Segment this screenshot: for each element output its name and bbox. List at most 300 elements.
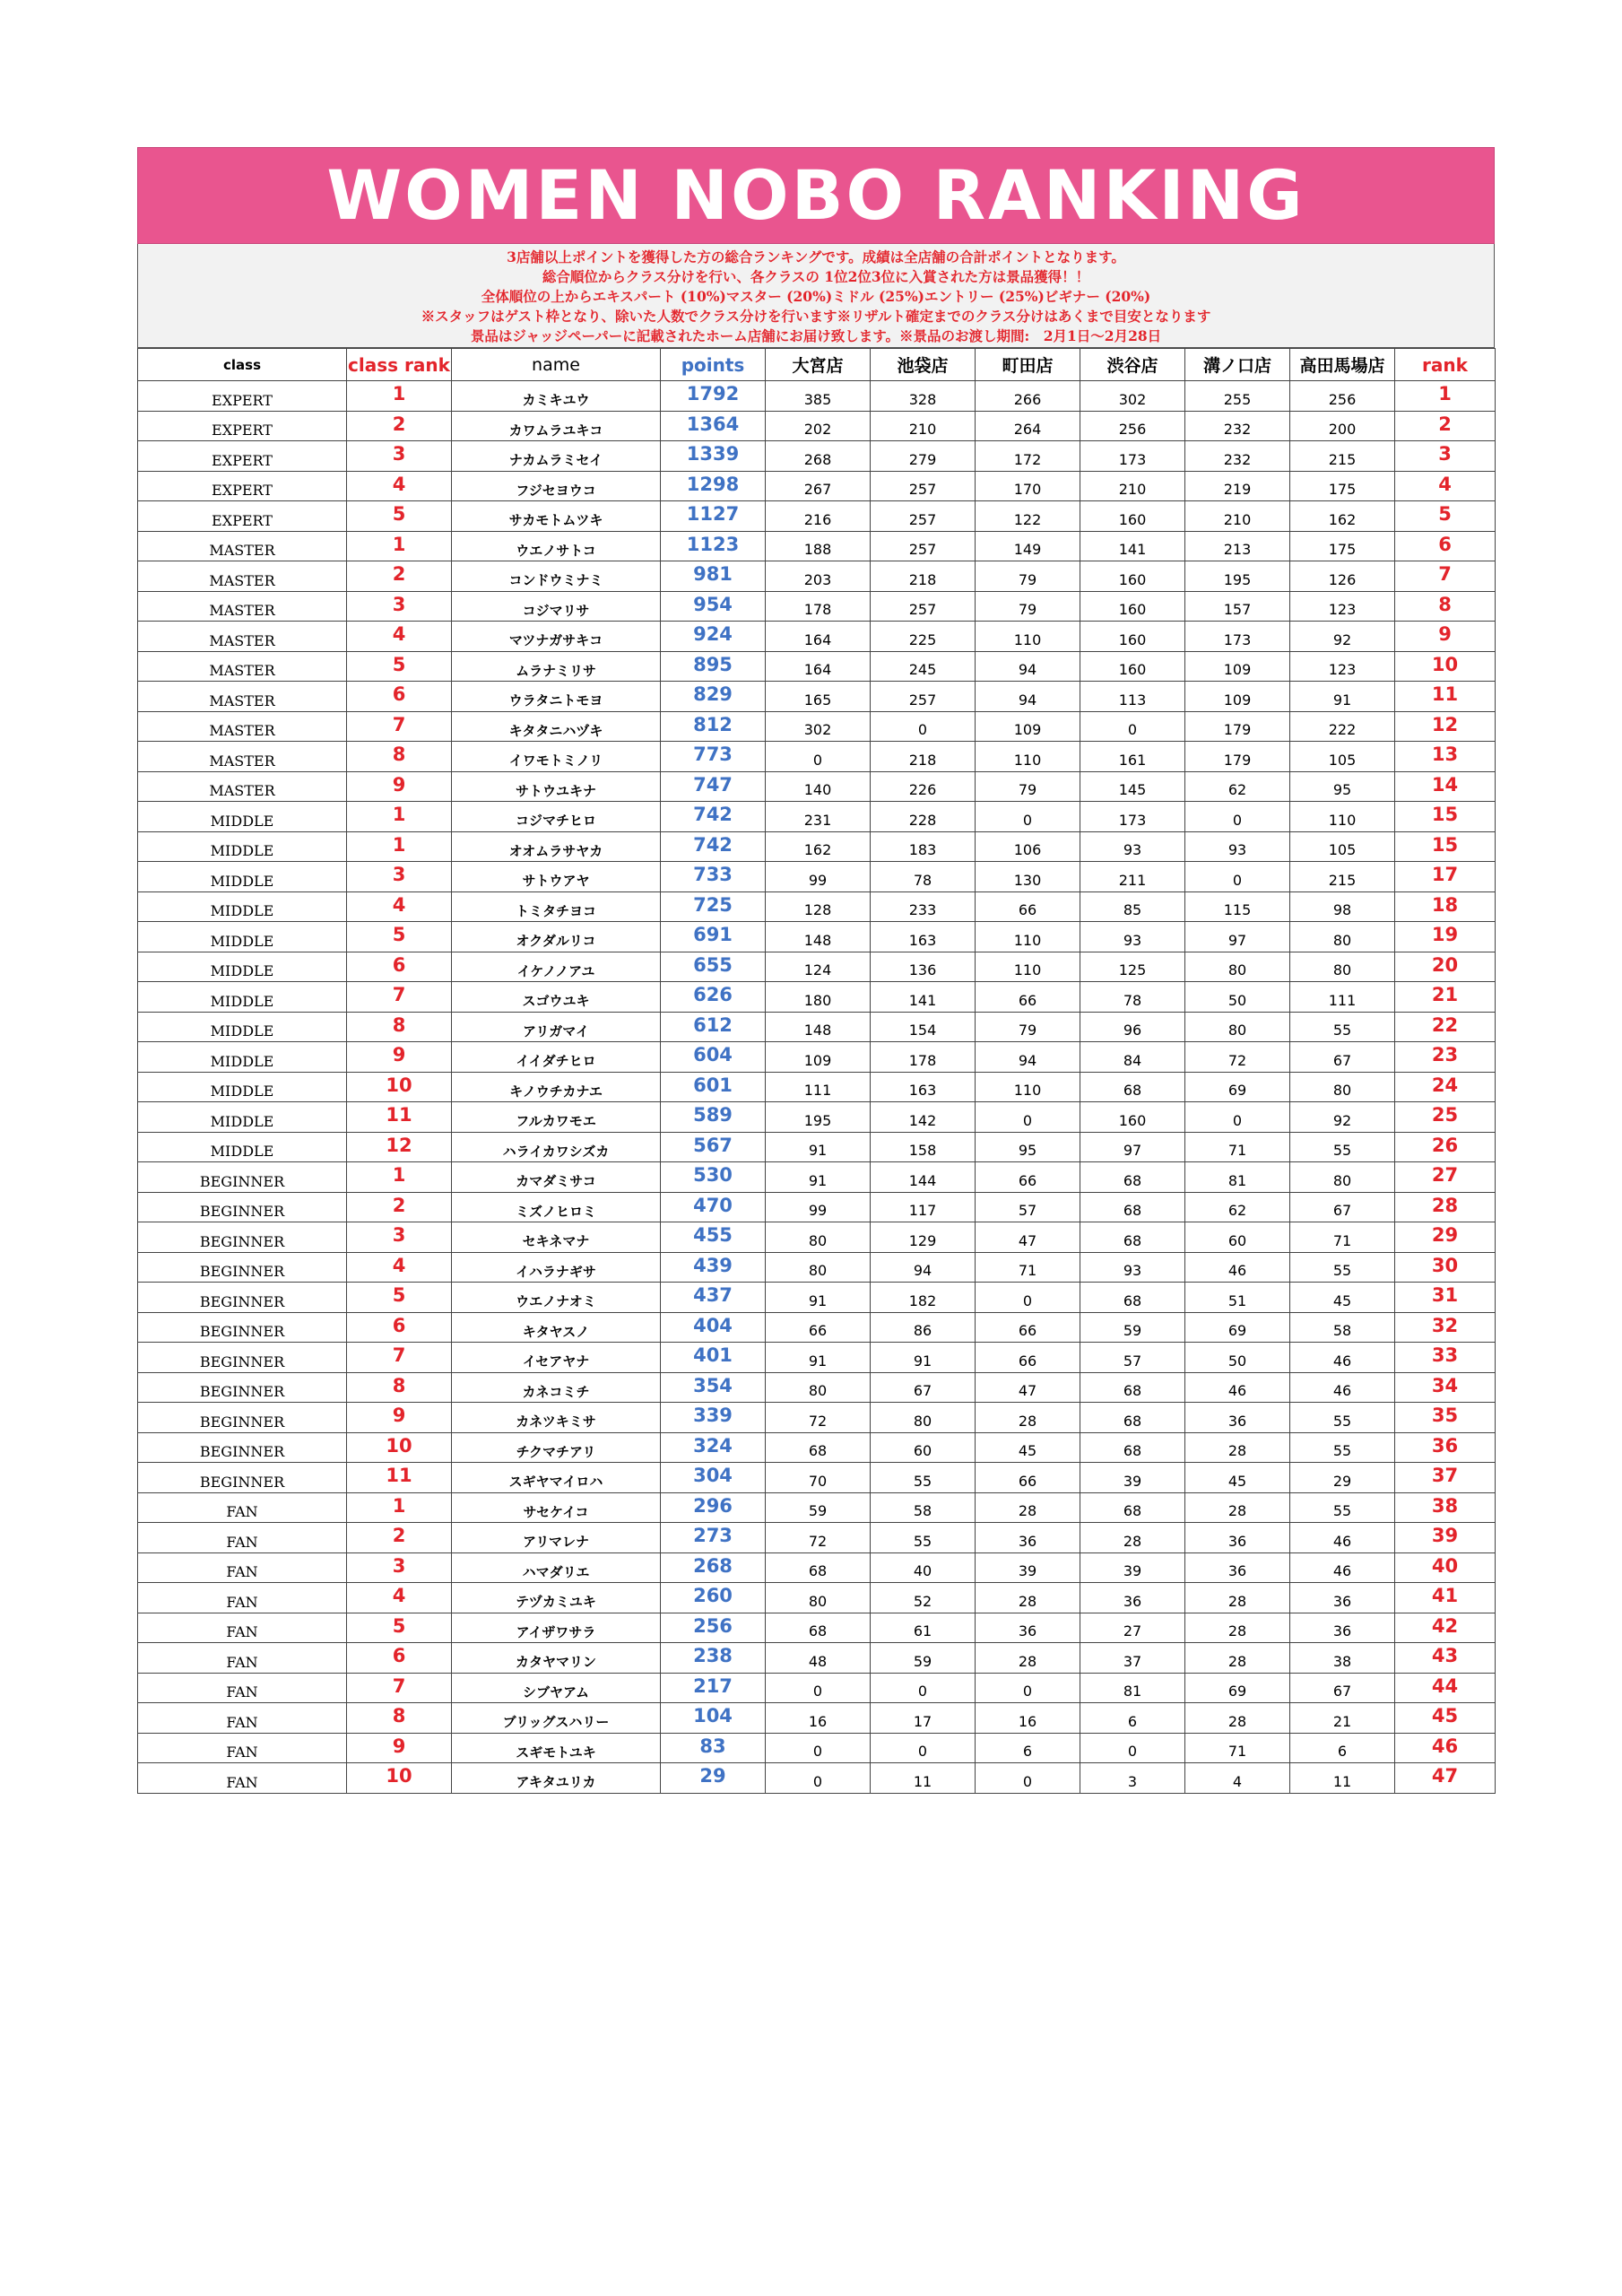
points-cell: 29	[661, 1763, 766, 1794]
name-cell: カネコミチ	[452, 1372, 661, 1403]
ranking-sheet	[137, 147, 1495, 1794]
mizonokuchi-cell: 36	[1185, 1523, 1290, 1553]
omiya-cell: 80	[766, 1222, 871, 1253]
machida-cell: 264	[976, 411, 1080, 441]
ikebukuro-cell: 218	[871, 561, 976, 592]
class-cell: MIDDLE	[138, 922, 347, 952]
class-rank-cell: 3	[347, 862, 452, 892]
name-cell: カワムラユキコ	[452, 411, 661, 441]
shibuya-cell: 161	[1080, 742, 1185, 772]
table-row	[138, 1643, 1496, 1674]
name-cell: スギヤマイロハ	[452, 1463, 661, 1493]
ikebukuro-cell: 144	[871, 1162, 976, 1193]
omiya-cell: 99	[766, 1192, 871, 1222]
shibuya-cell: 160	[1080, 651, 1185, 682]
mizonokuchi-cell: 51	[1185, 1283, 1290, 1313]
rank-cell: 13	[1395, 742, 1496, 772]
class-cell: FAN	[138, 1492, 347, 1523]
ikebukuro-cell: 17	[871, 1703, 976, 1734]
ikebukuro-cell: 55	[871, 1463, 976, 1493]
points-cell: 747	[661, 771, 766, 802]
points-cell: 354	[661, 1372, 766, 1403]
class-cell: MIDDLE	[138, 891, 347, 922]
rank-cell: 36	[1395, 1432, 1496, 1463]
table-row	[138, 1733, 1496, 1763]
class-rank-cell: 11	[347, 1463, 452, 1493]
rank-cell: 31	[1395, 1283, 1496, 1313]
class-rank-cell: 2	[347, 561, 452, 592]
points-cell: 439	[661, 1252, 766, 1283]
ikebukuro-cell: 86	[871, 1312, 976, 1343]
shibuya-cell: 84	[1080, 1042, 1185, 1073]
table-row	[138, 771, 1496, 802]
ikebukuro-cell: 59	[871, 1643, 976, 1674]
name-cell: サトウアヤ	[452, 862, 661, 892]
omiya-cell: 216	[766, 501, 871, 532]
ikebukuro-cell: 40	[871, 1552, 976, 1583]
class-cell: FAN	[138, 1643, 347, 1674]
takadanobaba-cell: 11	[1290, 1763, 1395, 1794]
ikebukuro-cell: 178	[871, 1042, 976, 1073]
omiya-cell: 91	[766, 1132, 871, 1162]
table-row	[138, 682, 1496, 712]
takadanobaba-cell: 58	[1290, 1312, 1395, 1343]
shibuya-cell: 59	[1080, 1312, 1185, 1343]
table-row	[138, 1673, 1496, 1703]
rank-cell: 12	[1395, 711, 1496, 742]
takadanobaba-cell: 80	[1290, 1162, 1395, 1193]
mizonokuchi-cell: 81	[1185, 1162, 1290, 1193]
omiya-cell: 66	[766, 1312, 871, 1343]
rank-cell: 14	[1395, 771, 1496, 802]
machida-cell: 110	[976, 922, 1080, 952]
machida-cell: 57	[976, 1192, 1080, 1222]
class-rank-cell: 6	[347, 682, 452, 712]
points-cell: 256	[661, 1613, 766, 1643]
points-cell: 691	[661, 922, 766, 952]
machida-cell: 110	[976, 742, 1080, 772]
mizonokuchi-cell: 213	[1185, 531, 1290, 561]
class-rank-cell: 8	[347, 1703, 452, 1734]
rank-cell: 46	[1395, 1733, 1496, 1763]
class-cell: FAN	[138, 1703, 347, 1734]
rank-cell: 39	[1395, 1523, 1496, 1553]
ikebukuro-cell: 210	[871, 411, 976, 441]
notes-panel	[137, 244, 1495, 348]
shibuya-cell: 39	[1080, 1463, 1185, 1493]
machida-cell: 109	[976, 711, 1080, 742]
ikebukuro-cell: 257	[871, 501, 976, 532]
omiya-cell: 128	[766, 891, 871, 922]
points-cell: 304	[661, 1463, 766, 1493]
name-cell: コンドウミナミ	[452, 561, 661, 592]
shibuya-cell: 125	[1080, 952, 1185, 982]
omiya-cell: 268	[766, 441, 871, 472]
takadanobaba-cell: 6	[1290, 1733, 1395, 1763]
mizonokuchi-cell: 255	[1185, 381, 1290, 412]
machida-cell: 47	[976, 1222, 1080, 1253]
ranking-table	[137, 348, 1496, 1794]
name-cell: ムラナミリサ	[452, 651, 661, 682]
shibuya-cell: 160	[1080, 591, 1185, 622]
mizonokuchi-cell: 36	[1185, 1552, 1290, 1583]
table-row	[138, 411, 1496, 441]
table-row	[138, 1343, 1496, 1373]
takadanobaba-cell: 45	[1290, 1283, 1395, 1313]
omiya-cell: 91	[766, 1343, 871, 1373]
omiya-cell: 162	[766, 831, 871, 862]
table-row	[138, 1072, 1496, 1102]
omiya-cell: 302	[766, 711, 871, 742]
shibuya-cell: 113	[1080, 682, 1185, 712]
table-row	[138, 1042, 1496, 1073]
ikebukuro-cell: 225	[871, 622, 976, 652]
points-cell: 895	[661, 651, 766, 682]
rank-cell: 8	[1395, 591, 1496, 622]
class-rank-cell: 4	[347, 1252, 452, 1283]
header-store-omiya: 大宮店	[766, 349, 871, 381]
rank-cell: 2	[1395, 411, 1496, 441]
class-rank-cell: 7	[347, 1673, 452, 1703]
rank-cell: 28	[1395, 1192, 1496, 1222]
rank-cell: 24	[1395, 1072, 1496, 1102]
points-cell: 1364	[661, 411, 766, 441]
takadanobaba-cell: 36	[1290, 1613, 1395, 1643]
class-cell: MASTER	[138, 561, 347, 592]
omiya-cell: 202	[766, 411, 871, 441]
name-cell: チクマチアリ	[452, 1432, 661, 1463]
omiya-cell: 91	[766, 1283, 871, 1313]
shibuya-cell: 210	[1080, 471, 1185, 501]
class-rank-cell: 3	[347, 1222, 452, 1253]
note-line: 全体順位の上からエキスパート (10%)マスター (20%)ミドル (25%)エントリー (25%)ビギナー (20%)	[481, 288, 1151, 305]
shibuya-cell: 173	[1080, 802, 1185, 832]
rank-cell: 45	[1395, 1703, 1496, 1734]
table-row	[138, 922, 1496, 952]
name-cell: アリマレナ	[452, 1523, 661, 1553]
shibuya-cell: 160	[1080, 501, 1185, 532]
class-rank-cell: 3	[347, 591, 452, 622]
points-cell: 401	[661, 1343, 766, 1373]
table-row	[138, 441, 1496, 472]
table-row	[138, 1312, 1496, 1343]
mizonokuchi-cell: 72	[1185, 1042, 1290, 1073]
ikebukuro-cell: 136	[871, 952, 976, 982]
name-cell: イイダチヒロ	[452, 1042, 661, 1073]
class-cell: FAN	[138, 1583, 347, 1613]
class-cell: FAN	[138, 1673, 347, 1703]
points-cell: 924	[661, 622, 766, 652]
class-cell: MASTER	[138, 622, 347, 652]
omiya-cell: 59	[766, 1492, 871, 1523]
omiya-cell: 165	[766, 682, 871, 712]
table-row	[138, 1252, 1496, 1283]
class-rank-cell: 7	[347, 711, 452, 742]
rank-cell: 21	[1395, 982, 1496, 1013]
shibuya-cell: 93	[1080, 1252, 1185, 1283]
class-rank-cell: 8	[347, 1012, 452, 1042]
rank-cell: 29	[1395, 1222, 1496, 1253]
shibuya-cell: 97	[1080, 1132, 1185, 1162]
table-row	[138, 1162, 1496, 1193]
machida-cell: 110	[976, 622, 1080, 652]
omiya-cell: 99	[766, 862, 871, 892]
table-row	[138, 531, 1496, 561]
omiya-cell: 0	[766, 1763, 871, 1794]
class-cell: MIDDLE	[138, 982, 347, 1013]
class-rank-cell: 5	[347, 1283, 452, 1313]
ikebukuro-cell: 257	[871, 471, 976, 501]
rank-cell: 10	[1395, 651, 1496, 682]
points-cell: 437	[661, 1283, 766, 1313]
shibuya-cell: 68	[1080, 1162, 1185, 1193]
note-line: 景品はジャッジペーパーに記載されたホーム店舗にお届け致します。※景品のお渡し期間: 2月1日～2月28日	[470, 327, 1162, 344]
rank-cell: 15	[1395, 831, 1496, 862]
shibuya-cell: 211	[1080, 862, 1185, 892]
table-row	[138, 1492, 1496, 1523]
ikebukuro-cell: 233	[871, 891, 976, 922]
name-cell: サトウユキナ	[452, 771, 661, 802]
points-cell: 725	[661, 891, 766, 922]
rank-cell: 34	[1395, 1372, 1496, 1403]
ikebukuro-cell: 279	[871, 441, 976, 472]
table-row	[138, 711, 1496, 742]
class-rank-cell: 4	[347, 891, 452, 922]
points-cell: 296	[661, 1492, 766, 1523]
takadanobaba-cell: 92	[1290, 1102, 1395, 1133]
table-row	[138, 802, 1496, 832]
points-cell: 238	[661, 1643, 766, 1674]
header-class-rank: class rank	[347, 349, 452, 381]
shibuya-cell: 302	[1080, 381, 1185, 412]
machida-cell: 66	[976, 891, 1080, 922]
header-rank: rank	[1395, 349, 1496, 381]
omiya-cell: 267	[766, 471, 871, 501]
mizonokuchi-cell: 62	[1185, 1192, 1290, 1222]
points-cell: 604	[661, 1042, 766, 1073]
class-cell: FAN	[138, 1552, 347, 1583]
ikebukuro-cell: 183	[871, 831, 976, 862]
points-cell: 217	[661, 1673, 766, 1703]
mizonokuchi-cell: 46	[1185, 1252, 1290, 1283]
takadanobaba-cell: 55	[1290, 1432, 1395, 1463]
rank-cell: 26	[1395, 1132, 1496, 1162]
header-store-shibuya: 渋谷店	[1080, 349, 1185, 381]
ikebukuro-cell: 61	[871, 1613, 976, 1643]
mizonokuchi-cell: 62	[1185, 771, 1290, 802]
mizonokuchi-cell: 97	[1185, 922, 1290, 952]
machida-cell: 0	[976, 1673, 1080, 1703]
omiya-cell: 91	[766, 1162, 871, 1193]
note-line: 総合順位からクラス分けを行い、各クラスの 1位2位3位に入賞された方は景品獲得！！	[542, 268, 1090, 285]
takadanobaba-cell: 91	[1290, 682, 1395, 712]
takadanobaba-cell: 55	[1290, 1132, 1395, 1162]
points-cell: 733	[661, 862, 766, 892]
rank-cell: 40	[1395, 1552, 1496, 1583]
table-row	[138, 1432, 1496, 1463]
points-cell: 530	[661, 1162, 766, 1193]
shibuya-cell: 27	[1080, 1613, 1185, 1643]
rank-cell: 25	[1395, 1102, 1496, 1133]
class-rank-cell: 2	[347, 1523, 452, 1553]
shibuya-cell: 141	[1080, 531, 1185, 561]
omiya-cell: 80	[766, 1372, 871, 1403]
mizonokuchi-cell: 45	[1185, 1463, 1290, 1493]
takadanobaba-cell: 71	[1290, 1222, 1395, 1253]
class-cell: MIDDLE	[138, 802, 347, 832]
takadanobaba-cell: 67	[1290, 1673, 1395, 1703]
rank-cell: 1	[1395, 381, 1496, 412]
takadanobaba-cell: 92	[1290, 622, 1395, 652]
mizonokuchi-cell: 4	[1185, 1763, 1290, 1794]
mizonokuchi-cell: 93	[1185, 831, 1290, 862]
mizonokuchi-cell: 50	[1185, 982, 1290, 1013]
table-row	[138, 1523, 1496, 1553]
ikebukuro-cell: 163	[871, 1072, 976, 1102]
shibuya-cell: 81	[1080, 1673, 1185, 1703]
mizonokuchi-cell: 179	[1185, 711, 1290, 742]
takadanobaba-cell: 215	[1290, 862, 1395, 892]
mizonokuchi-cell: 232	[1185, 411, 1290, 441]
name-cell: キノウチカナエ	[452, 1072, 661, 1102]
shibuya-cell: 0	[1080, 711, 1185, 742]
mizonokuchi-cell: 28	[1185, 1703, 1290, 1734]
takadanobaba-cell: 80	[1290, 922, 1395, 952]
machida-cell: 106	[976, 831, 1080, 862]
class-cell: BEGINNER	[138, 1283, 347, 1313]
shibuya-cell: 39	[1080, 1552, 1185, 1583]
mizonokuchi-cell: 219	[1185, 471, 1290, 501]
class-cell: FAN	[138, 1733, 347, 1763]
class-cell: MASTER	[138, 531, 347, 561]
name-cell: イケノノアユ	[452, 952, 661, 982]
ikebukuro-cell: 228	[871, 802, 976, 832]
class-cell: BEGINNER	[138, 1403, 347, 1433]
shibuya-cell: 93	[1080, 922, 1185, 952]
mizonokuchi-cell: 109	[1185, 651, 1290, 682]
class-rank-cell: 4	[347, 471, 452, 501]
class-rank-cell: 10	[347, 1432, 452, 1463]
shibuya-cell: 68	[1080, 1372, 1185, 1403]
mizonokuchi-cell: 232	[1185, 441, 1290, 472]
machida-cell: 6	[976, 1733, 1080, 1763]
name-cell: カミキユウ	[452, 381, 661, 412]
class-rank-cell: 1	[347, 1162, 452, 1193]
mizonokuchi-cell: 46	[1185, 1372, 1290, 1403]
name-cell: サセケイコ	[452, 1492, 661, 1523]
class-rank-cell: 9	[347, 1733, 452, 1763]
mizonokuchi-cell: 50	[1185, 1343, 1290, 1373]
takadanobaba-cell: 55	[1290, 1492, 1395, 1523]
takadanobaba-cell: 123	[1290, 591, 1395, 622]
takadanobaba-cell: 55	[1290, 1403, 1395, 1433]
omiya-cell: 178	[766, 591, 871, 622]
ikebukuro-cell: 55	[871, 1523, 976, 1553]
machida-cell: 122	[976, 501, 1080, 532]
machida-cell: 94	[976, 1042, 1080, 1073]
rank-cell: 17	[1395, 862, 1496, 892]
machida-cell: 110	[976, 952, 1080, 982]
shibuya-cell: 145	[1080, 771, 1185, 802]
ikebukuro-cell: 80	[871, 1403, 976, 1433]
header-class: class	[138, 349, 347, 381]
omiya-cell: 188	[766, 531, 871, 561]
omiya-cell: 164	[766, 651, 871, 682]
machida-cell: 79	[976, 771, 1080, 802]
ikebukuro-cell: 257	[871, 682, 976, 712]
omiya-cell: 72	[766, 1403, 871, 1433]
mizonokuchi-cell: 0	[1185, 862, 1290, 892]
name-cell: スゴウユキ	[452, 982, 661, 1013]
name-cell: イセアヤナ	[452, 1343, 661, 1373]
omiya-cell: 203	[766, 561, 871, 592]
rank-cell: 30	[1395, 1252, 1496, 1283]
name-cell: オオムラサヤカ	[452, 831, 661, 862]
class-rank-cell: 5	[347, 651, 452, 682]
omiya-cell: 124	[766, 952, 871, 982]
machida-cell: 0	[976, 802, 1080, 832]
shibuya-cell: 0	[1080, 1733, 1185, 1763]
mizonokuchi-cell: 60	[1185, 1222, 1290, 1253]
omiya-cell: 231	[766, 802, 871, 832]
name-cell: スギモトユキ	[452, 1733, 661, 1763]
table-row	[138, 622, 1496, 652]
machida-cell: 172	[976, 441, 1080, 472]
rank-cell: 20	[1395, 952, 1496, 982]
name-cell: キタタニハヅキ	[452, 711, 661, 742]
ranking-body	[138, 381, 1496, 1794]
takadanobaba-cell: 123	[1290, 651, 1395, 682]
rank-cell: 41	[1395, 1583, 1496, 1613]
table-row	[138, 1012, 1496, 1042]
class-cell: EXPERT	[138, 441, 347, 472]
table-row	[138, 471, 1496, 501]
shibuya-cell: 3	[1080, 1763, 1185, 1794]
points-cell: 742	[661, 831, 766, 862]
points-cell: 455	[661, 1222, 766, 1253]
mizonokuchi-cell: 173	[1185, 622, 1290, 652]
table-row	[138, 1703, 1496, 1734]
machida-cell: 79	[976, 1012, 1080, 1042]
rank-cell: 7	[1395, 561, 1496, 592]
machida-cell: 47	[976, 1372, 1080, 1403]
ikebukuro-cell: 163	[871, 922, 976, 952]
takadanobaba-cell: 126	[1290, 561, 1395, 592]
header-store-takadanobaba: 高田馬場店	[1290, 349, 1395, 381]
ikebukuro-cell: 117	[871, 1192, 976, 1222]
shibuya-cell: 160	[1080, 1102, 1185, 1133]
class-rank-cell: 6	[347, 1643, 452, 1674]
mizonokuchi-cell: 69	[1185, 1673, 1290, 1703]
points-cell: 1792	[661, 381, 766, 412]
name-cell: ナカムラミセイ	[452, 441, 661, 472]
class-rank-cell: 1	[347, 831, 452, 862]
header-name: name	[452, 349, 661, 381]
points-cell: 589	[661, 1102, 766, 1133]
ikebukuro-cell: 257	[871, 531, 976, 561]
shibuya-cell: 68	[1080, 1432, 1185, 1463]
class-rank-cell: 8	[347, 742, 452, 772]
machida-cell: 66	[976, 1343, 1080, 1373]
points-cell: 324	[661, 1432, 766, 1463]
class-cell: BEGINNER	[138, 1252, 347, 1283]
shibuya-cell: 37	[1080, 1643, 1185, 1674]
machida-cell: 79	[976, 591, 1080, 622]
machida-cell: 16	[976, 1703, 1080, 1734]
note-line: ※スタッフはゲスト枠となり、除いた人数でクラス分けを行います※リザルト確定までのクラス分けはあくまで目安となります	[421, 308, 1211, 325]
omiya-cell: 140	[766, 771, 871, 802]
omiya-cell: 0	[766, 1673, 871, 1703]
